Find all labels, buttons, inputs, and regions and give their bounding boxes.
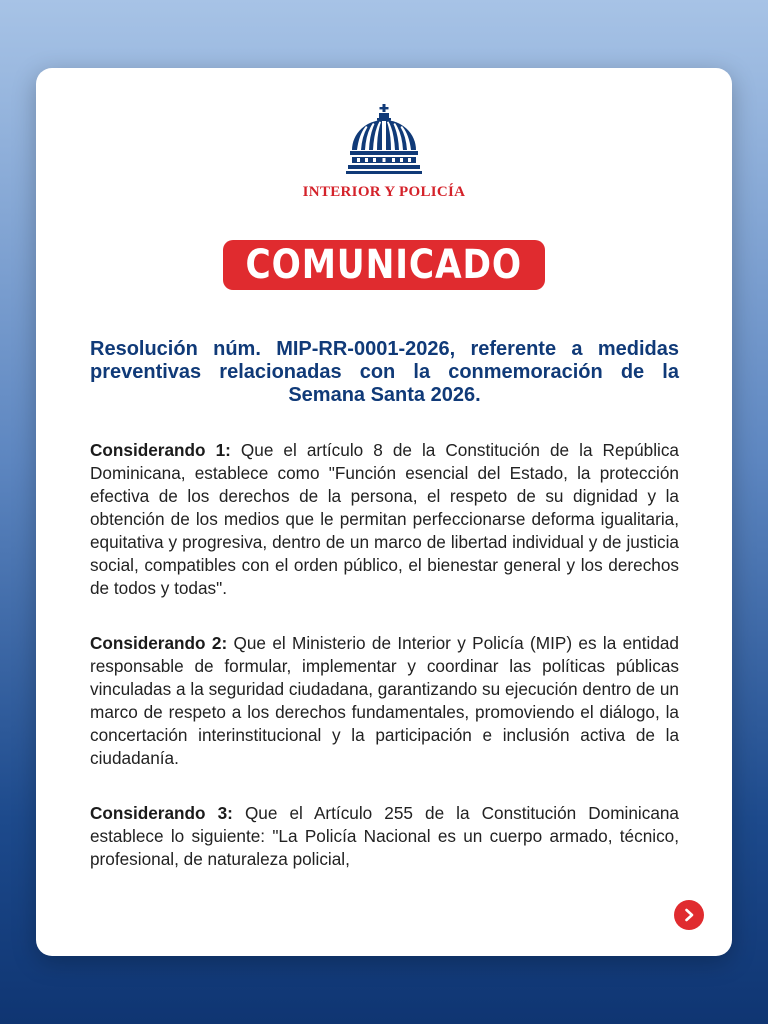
resolution-title: Resolución núm. MIP-RR-0001-2026, referente a medidas preventivas relacionadas con la conmemoración de la Semana Santa 2026. — [90, 338, 679, 406]
document-body — [90, 338, 679, 871]
considerando-paragraph — [90, 802, 679, 871]
considerando-label: Considerando 3: — [90, 803, 233, 823]
considerando-text: Que el Artículo 255 de la Constitución Dominicana establece lo siguiente: "La Policía Nacional es un cuerpo armado, técnico, profesional, de naturaleza policial, — [90, 803, 679, 869]
considerando-paragraph — [90, 632, 679, 770]
ministry-name: INTERIOR Y POLICÍA — [302, 184, 466, 200]
considerando-label: Considerando 1: — [90, 440, 231, 460]
ministry-logo — [36, 104, 732, 201]
considerando-label: Considerando 2: — [90, 633, 228, 653]
next-page-button[interactable] — [674, 900, 704, 930]
chevron-right-icon — [682, 908, 696, 922]
banner-label: COMUNICADO — [245, 242, 523, 288]
communique-card — [36, 68, 732, 956]
considerando-text: Que el Ministerio de Interior y Policía (MIP) es la entidad responsable de formular, implementar y coordinar las políticas públicas vinculadas a la seguridad ciudadana, garantizando su ejecución dentro de un marco de respeto a los derechos fundamentales, promoviendo el diálogo, la concertación interinstitucional y la participación e inclusión activa de la ciudadanía. — [90, 633, 679, 768]
comunicado-banner — [223, 240, 545, 290]
dome-icon — [344, 104, 424, 180]
considerando-text: Que el artículo 8 de la Constitución de la República Dominicana, establece como "Función esencial del Estado, la protección efectiva de los derechos de la persona, el respeto de su dignidad y la obtención de los medios que le permitan perfeccionarse deforma igualitaria, equitativa y progresiva, dentro de un marco de libertad individual y de justicia social, compatibles con el orden público, el bienestar general y los derechos de todos y todas". — [90, 440, 679, 598]
considerando-paragraph — [90, 439, 679, 600]
